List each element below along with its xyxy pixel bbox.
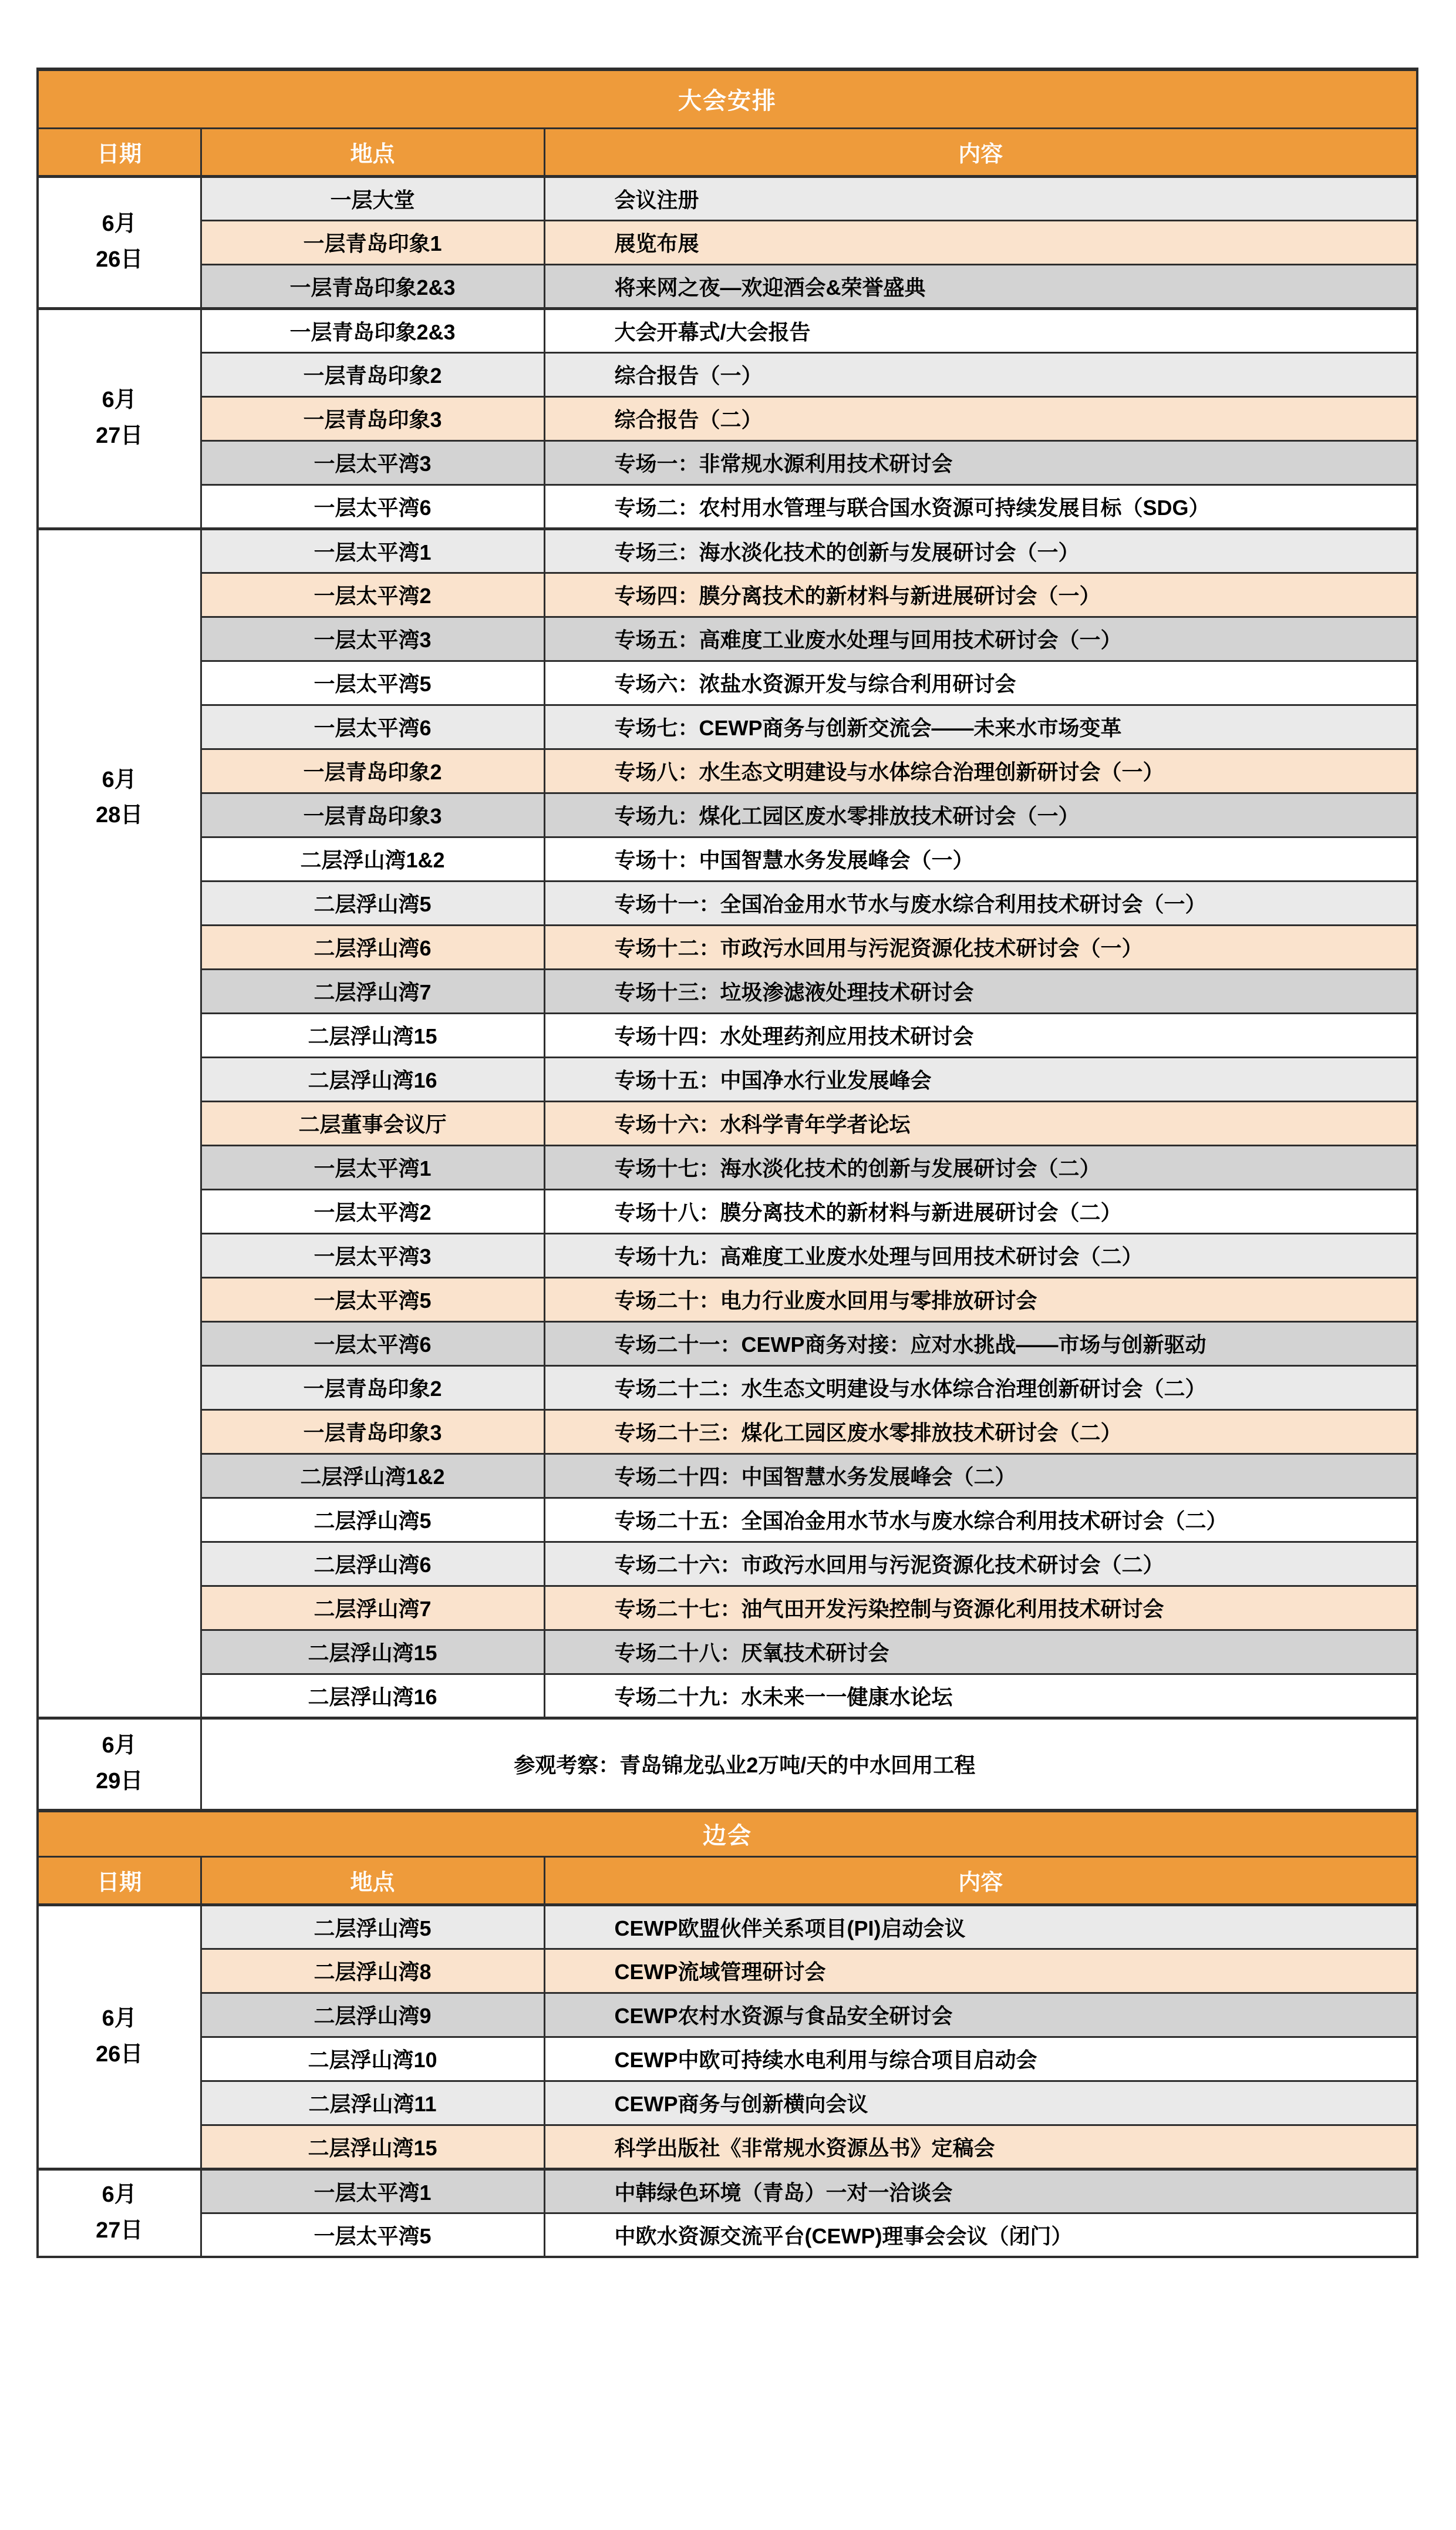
date-line: 28日 <box>96 803 143 828</box>
table-row <box>38 1674 1417 1718</box>
content-cell: 专场八：水生态文明建设与水体综合治理创新研讨会（一） <box>544 749 1417 793</box>
location-cell: 一层太平湾1 <box>201 1145 544 1189</box>
content-cell: CEWP农村水资源与食品安全研讨会 <box>544 1993 1417 2037</box>
content-cell: 专场二十四：中国智慧水务发展峰会（二） <box>544 1454 1417 1498</box>
location-cell: 一层青岛印象2&3 <box>201 264 544 308</box>
table-row <box>38 1586 1417 1630</box>
location-cell: 二层浮山湾8 <box>201 1949 544 1993</box>
content-cell: 会议注册 <box>544 176 1417 220</box>
content-cell: CEWP中欧可持续水电利用与综合项目启动会 <box>544 2037 1417 2081</box>
table-row <box>38 1905 1417 1949</box>
content-cell: CEWP欧盟伙伴关系项目(PI)启动会议 <box>544 1905 1417 1949</box>
date-cell <box>38 176 201 308</box>
col-header-date: 日期 <box>38 128 201 176</box>
location-cell: 二层浮山湾15 <box>201 1630 544 1674</box>
location-cell: 一层太平湾5 <box>201 1277 544 1321</box>
content-cell: 专场二：农村用水管理与联合国水资源可持续发展目标（SDG） <box>544 485 1417 529</box>
table-row <box>38 1013 1417 1057</box>
location-cell: 二层浮山湾1&2 <box>201 1454 544 1498</box>
schedule-table <box>36 68 1418 2258</box>
content-cell: 专场一：非常规水源利用技术研讨会 <box>544 440 1417 485</box>
table-row <box>38 1498 1417 1542</box>
location-cell: 一层太平湾3 <box>201 617 544 661</box>
table-row <box>38 705 1417 749</box>
date-line: 26日 <box>96 247 143 272</box>
content-cell: 专场九：煤化工园区废水零排放技术研讨会（一） <box>544 793 1417 837</box>
location-cell: 二层浮山湾11 <box>201 2081 544 2125</box>
table-row <box>38 1145 1417 1189</box>
content-cell: 专场十五：中国净水行业发展峰会 <box>544 1057 1417 1101</box>
location-cell: 二层浮山湾6 <box>201 925 544 969</box>
date-line: 6月 <box>102 1733 137 1758</box>
content-cell: 专场十二：市政污水回用与污泥资源化技术研讨会（一） <box>544 925 1417 969</box>
section-title-row <box>38 69 1417 128</box>
table-row <box>38 2125 1417 2169</box>
content-cell: 大会开幕式/大会报告 <box>544 308 1417 352</box>
content-cell: 专场十六：水科学青年学者论坛 <box>544 1101 1417 1145</box>
location-cell: 二层浮山湾16 <box>201 1674 544 1718</box>
table-row <box>38 617 1417 661</box>
location-cell: 二层浮山湾16 <box>201 1057 544 1101</box>
location-cell: 一层大堂 <box>201 176 544 220</box>
content-cell: 专场二十九：水未来一一健康水论坛 <box>544 1674 1417 1718</box>
col-header-date: 日期 <box>38 1856 201 1905</box>
table-row <box>38 881 1417 925</box>
location-cell: 一层太平湾5 <box>201 661 544 705</box>
date-cell <box>38 1905 201 2169</box>
table-row <box>38 969 1417 1013</box>
column-header-row <box>38 1856 1417 1905</box>
table-row <box>38 176 1417 220</box>
location-cell: 二层浮山湾15 <box>201 2125 544 2169</box>
location-cell: 二层浮山湾9 <box>201 1993 544 2037</box>
table-row <box>38 1718 1417 1811</box>
date-cell <box>38 2169 201 2257</box>
location-cell: 二层浮山湾5 <box>201 1905 544 1949</box>
table-row <box>38 308 1417 352</box>
content-cell: 专场二十五：全国冶金用水节水与废水综合利用技术研讨会（二） <box>544 1498 1417 1542</box>
table-row <box>38 1365 1417 1409</box>
content-cell: 中欧水资源交流平台(CEWP)理事会会议（闭门） <box>544 2213 1417 2257</box>
location-cell: 一层青岛印象2 <box>201 1365 544 1409</box>
content-cell: 专场七：CEWP商务与创新交流会——未来水市场变革 <box>544 705 1417 749</box>
location-cell: 一层太平湾3 <box>201 1233 544 1277</box>
location-cell: 二层浮山湾5 <box>201 881 544 925</box>
table-row <box>38 1949 1417 1993</box>
date-cell <box>38 308 201 529</box>
date-line: 6月 <box>102 2006 137 2031</box>
content-cell: 专场四：膜分离技术的新材料与新进展研讨会（一） <box>544 573 1417 617</box>
content-cell: 专场二十二：水生态文明建设与水体综合治理创新研讨会（二） <box>544 1365 1417 1409</box>
date-line: 26日 <box>96 2041 143 2067</box>
table-row <box>38 1189 1417 1233</box>
table-row <box>38 2037 1417 2081</box>
content-cell: 综合报告（二） <box>544 396 1417 440</box>
content-cell: CEWP流域管理研讨会 <box>544 1949 1417 1993</box>
location-cell: 二层浮山湾5 <box>201 1498 544 1542</box>
location-cell: 二层浮山湾1&2 <box>201 837 544 881</box>
location-cell: 二层浮山湾15 <box>201 1013 544 1057</box>
table-row <box>38 1233 1417 1277</box>
content-cell: 将来网之夜—欢迎酒会&荣誉盛典 <box>544 264 1417 308</box>
schedule-table-body <box>38 69 1417 2257</box>
table-row <box>38 440 1417 485</box>
table-row <box>38 1321 1417 1365</box>
location-cell: 一层青岛印象1 <box>201 220 544 264</box>
content-cell: 专场三：海水淡化技术的创新与发展研讨会（一） <box>544 529 1417 573</box>
date-line: 27日 <box>96 423 143 448</box>
table-row <box>38 1277 1417 1321</box>
section-title-row <box>38 1811 1417 1856</box>
content-cell: CEWP商务与创新横向会议 <box>544 2081 1417 2125</box>
location-cell: 一层青岛印象2 <box>201 749 544 793</box>
date-line: 29日 <box>96 1769 143 1794</box>
content-cell: 专场二十三：煤化工园区废水零排放技术研讨会（二） <box>544 1409 1417 1454</box>
location-cell: 一层青岛印象2 <box>201 352 544 396</box>
content-cell: 专场十八：膜分离技术的新材料与新进展研讨会（二） <box>544 1189 1417 1233</box>
table-row <box>38 1542 1417 1586</box>
content-cell: 专场十三：垃圾渗滤液处理技术研讨会 <box>544 969 1417 1013</box>
date-line: 6月 <box>102 2182 137 2207</box>
table-row <box>38 529 1417 573</box>
location-cell: 二层浮山湾6 <box>201 1542 544 1586</box>
date-line: 6月 <box>102 388 137 413</box>
table-row <box>38 1454 1417 1498</box>
table-row <box>38 352 1417 396</box>
content-cell: 专场二十七：油气田开发污染控制与资源化利用技术研讨会 <box>544 1586 1417 1630</box>
col-header-content: 内容 <box>544 1856 1417 1905</box>
location-cell: 一层太平湾6 <box>201 1321 544 1365</box>
location-cell: 一层太平湾5 <box>201 2213 544 2257</box>
content-cell: 专场二十六：市政污水回用与污泥资源化技术研讨会（二） <box>544 1542 1417 1586</box>
table-row <box>38 661 1417 705</box>
table-row <box>38 925 1417 969</box>
date-cell <box>38 529 201 1718</box>
location-cell: 二层浮山湾7 <box>201 1586 544 1630</box>
date-line: 6月 <box>102 211 137 237</box>
table-row <box>38 2081 1417 2125</box>
content-cell: 综合报告（一） <box>544 352 1417 396</box>
location-cell: 二层浮山湾10 <box>201 2037 544 2081</box>
location-cell: 一层太平湾3 <box>201 440 544 485</box>
location-cell: 一层青岛印象3 <box>201 396 544 440</box>
content-cell: 专场十：中国智慧水务发展峰会（一） <box>544 837 1417 881</box>
content-cell: 中韩绿色环境（青岛）一对一洽谈会 <box>544 2169 1417 2213</box>
content-cell: 专场十一：全国冶金用水节水与废水综合利用技术研讨会（一） <box>544 881 1417 925</box>
col-header-content: 内容 <box>544 128 1417 176</box>
table-row <box>38 396 1417 440</box>
content-cell: 专场六：浓盐水资源开发与综合利用研讨会 <box>544 661 1417 705</box>
table-row <box>38 837 1417 881</box>
date-line: 6月 <box>102 767 137 792</box>
content-cell: 科学出版社《非常规水资源丛书》定稿会 <box>544 2125 1417 2169</box>
table-row <box>38 749 1417 793</box>
table-row <box>38 1409 1417 1454</box>
date-line: 27日 <box>96 2218 143 2243</box>
table-row <box>38 485 1417 529</box>
table-row <box>38 793 1417 837</box>
location-cell: 一层青岛印象3 <box>201 793 544 837</box>
location-cell: 一层青岛印象3 <box>201 1409 544 1454</box>
content-cell: 展览布展 <box>544 220 1417 264</box>
content-cell: 专场二十八：厌氧技术研讨会 <box>544 1630 1417 1674</box>
location-cell: 二层浮山湾7 <box>201 969 544 1013</box>
content-cell: 专场十七：海水淡化技术的创新与发展研讨会（二） <box>544 1145 1417 1189</box>
location-cell: 一层太平湾1 <box>201 529 544 573</box>
location-cell: 二层董事会议厅 <box>201 1101 544 1145</box>
location-cell: 一层太平湾6 <box>201 485 544 529</box>
content-cell: 专场五：高难度工业废水处理与回用技术研讨会（一） <box>544 617 1417 661</box>
col-header-location: 地点 <box>201 128 544 176</box>
table-row <box>38 1101 1417 1145</box>
location-cell: 一层青岛印象2&3 <box>201 308 544 352</box>
location-cell: 一层太平湾2 <box>201 573 544 617</box>
location-cell: 一层太平湾6 <box>201 705 544 749</box>
content-cell: 专场十九：高难度工业废水处理与回用技术研讨会（二） <box>544 1233 1417 1277</box>
table-row <box>38 1630 1417 1674</box>
content-cell: 专场二十：电力行业废水回用与零排放研讨会 <box>544 1277 1417 1321</box>
table-row <box>38 264 1417 308</box>
table-row <box>38 1993 1417 2037</box>
column-header-row <box>38 128 1417 176</box>
location-cell: 一层太平湾2 <box>201 1189 544 1233</box>
col-header-location: 地点 <box>201 1856 544 1905</box>
section-title: 大会安排 <box>38 69 1417 128</box>
table-row <box>38 220 1417 264</box>
table-row <box>38 1057 1417 1101</box>
table-row <box>38 573 1417 617</box>
content-cell: 专场二十一：CEWP商务对接：应对水挑战——市场与创新驱动 <box>544 1321 1417 1365</box>
section-title: 边会 <box>38 1811 1417 1856</box>
content-cell: 专场十四：水处理药剂应用技术研讨会 <box>544 1013 1417 1057</box>
date-cell <box>38 1718 201 1811</box>
merged-content-cell: 参观考察：青岛锦龙弘业2万吨/天的中水回用工程 <box>201 1718 1417 1811</box>
table-row <box>38 2169 1417 2213</box>
location-cell: 一层太平湾1 <box>201 2169 544 2213</box>
table-row <box>38 2213 1417 2257</box>
